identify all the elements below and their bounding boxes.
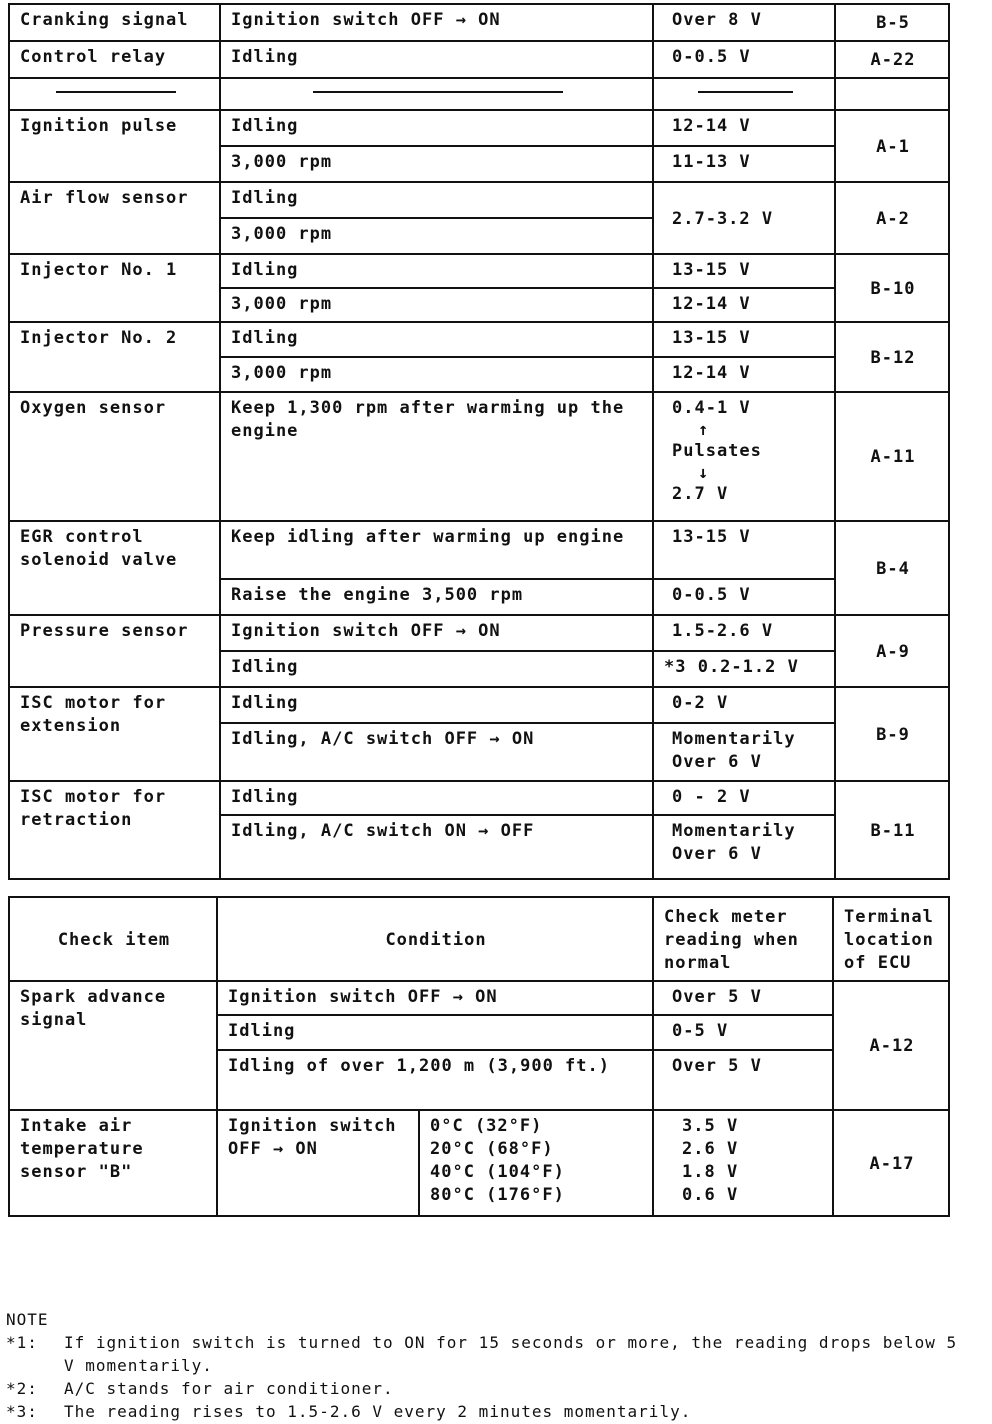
condition-cell: Ignition switch OFF → ON: [220, 615, 653, 651]
terminal-cell: A-9: [835, 615, 949, 687]
reading-value: 0.6 V: [682, 1185, 739, 1205]
check-table-2: [8, 896, 950, 1217]
reading-cell: 13-15 V: [653, 521, 835, 579]
item-cell: Oxygen sensor: [9, 392, 220, 521]
reading-cell: [653, 1110, 833, 1216]
condition-cell: Idling: [220, 110, 653, 146]
reading-cell: 2.7-3.2 V: [653, 182, 835, 254]
reading-value: 2.6 V: [682, 1139, 739, 1159]
condition-cell: Keep 1,300 rpm after warming up the engine: [220, 392, 653, 521]
reading-cell: 12-14 V: [653, 357, 835, 392]
item-cell: ISC motor for retraction: [9, 781, 220, 879]
reading-bottom: 2.7 V: [672, 484, 729, 504]
temperature-value: 0°C (32°F): [430, 1116, 543, 1136]
reading-cell: Over 8 V: [653, 4, 835, 41]
reading-cell: 0-0.5 V: [653, 579, 835, 615]
note-item: [6, 1377, 976, 1400]
condition-cell: Ignition switch OFF → ON: [220, 4, 653, 41]
item-cell: Injector No. 2: [9, 322, 220, 392]
terminal-cell: B-4: [835, 521, 949, 615]
header-condition: Condition: [217, 897, 653, 981]
reading-value: 3.5 V: [682, 1116, 739, 1136]
condition-cell: Idling: [220, 322, 653, 357]
note-text: A/C stands for air conditioner.: [64, 1379, 394, 1398]
item-cell: Cranking signal: [9, 4, 220, 41]
reading-mid: Pulsates: [672, 441, 762, 461]
header-check-item: Check item: [9, 897, 217, 981]
condition-cell: 3,000 rpm: [220, 218, 653, 254]
terminal-cell: B-10: [835, 254, 949, 322]
rule-line: [698, 91, 793, 93]
item-cell: Spark advance signal: [9, 981, 217, 1110]
note-mark: *2:: [6, 1379, 38, 1398]
reading-cell: 13-15 V: [653, 254, 835, 288]
reading-cell: 12-14 V: [653, 288, 835, 322]
blank-condition-cell: [220, 78, 653, 110]
item-cell: ISC motor for extension: [9, 687, 220, 781]
rule-line: [313, 91, 563, 93]
reading-top: 0.4-1 V: [672, 398, 751, 418]
note-item: [6, 1331, 976, 1377]
terminal-cell: B-9: [835, 687, 949, 781]
condition-cell: Idling: [220, 41, 653, 78]
note-item: [6, 1400, 976, 1423]
arrow-down-icon: ↓: [698, 463, 710, 483]
condition-cell: 3,000 rpm: [220, 357, 653, 392]
terminal-cell: A-2: [835, 182, 949, 254]
temperature-value: 80°C (176°F): [430, 1185, 565, 1205]
item-cell: Pressure sensor: [9, 615, 220, 687]
condition-cell: 3,000 rpm: [220, 288, 653, 322]
reading-cell: 13-15 V: [653, 322, 835, 357]
reading-cell: 11-13 V: [653, 146, 835, 182]
notes-section: [6, 1308, 976, 1423]
rule-line: [56, 91, 176, 93]
terminal-cell: B-12: [835, 322, 949, 392]
temperature-value: 40°C (104°F): [430, 1162, 565, 1182]
note-mark: *1:: [6, 1333, 38, 1352]
arrow-up-icon: ↑: [698, 420, 710, 440]
terminal-cell: A-1: [835, 110, 949, 182]
condition-cell: Keep idling after warming up engine: [220, 521, 653, 579]
terminal-cell: A-12: [833, 981, 949, 1110]
reading-cell: *3 0.2-1.2 V: [653, 651, 835, 687]
condition-cell: 3,000 rpm: [220, 146, 653, 182]
condition-cell: Ignition switch OFF → ON: [217, 981, 653, 1015]
reading-cell: 1.5-2.6 V: [653, 615, 835, 651]
terminal-cell: A-11: [835, 392, 949, 521]
reading-cell: Over 5 V: [653, 1050, 833, 1110]
notes-title: NOTE: [6, 1310, 49, 1329]
check-table-1: [8, 3, 950, 880]
condition-cell: Idling of over 1,200 m (3,900 ft.): [217, 1050, 653, 1110]
reading-cell: 12-14 V: [653, 110, 835, 146]
item-cell: Intake air temperature sensor "B": [9, 1110, 217, 1216]
header-reading: Check meter reading when normal: [653, 897, 833, 981]
condition-cell: Raise the engine 3,500 rpm: [220, 579, 653, 615]
reading-cell: [653, 392, 835, 521]
blank-item-cell: [9, 78, 220, 110]
note-text: The reading rises to 1.5-2.6 V every 2 minutes momentarily.: [64, 1402, 692, 1421]
note-mark: *3:: [6, 1402, 38, 1421]
terminal-cell: B-11: [835, 781, 949, 879]
terminal-cell: A-22: [835, 41, 949, 78]
reading-cell: 0-2 V: [653, 687, 835, 723]
item-cell: Injector No. 1: [9, 254, 220, 322]
blank-terminal-cell: [835, 78, 949, 110]
terminal-cell: B-5: [835, 4, 949, 41]
blank-reading-cell: [653, 78, 835, 110]
condition-cell: Idling: [217, 1015, 653, 1050]
condition-cell: Idling: [220, 651, 653, 687]
condition-cell: Idling: [220, 781, 653, 815]
note-text: If ignition switch is turned to ON for 15 seconds or more, the reading drops below 5 V momentarily.: [64, 1333, 958, 1375]
condition-cell: Idling: [220, 254, 653, 288]
item-cell: Control relay: [9, 41, 220, 78]
temperature-value: 20°C (68°F): [430, 1139, 554, 1159]
reading-cell: 0-5 V: [653, 1015, 833, 1050]
item-cell: Air flow sensor: [9, 182, 220, 254]
temperature-cell: [419, 1110, 653, 1216]
condition-cell: Idling, A/C switch OFF → ON: [220, 723, 653, 781]
reading-cell: 0-0.5 V: [653, 41, 835, 78]
reading-value: 1.8 V: [682, 1162, 739, 1182]
condition-cell: Idling: [220, 687, 653, 723]
header-terminal: Terminal location of ECU: [833, 897, 949, 981]
item-cell: Ignition pulse: [9, 110, 220, 182]
reading-cell: Over 5 V: [653, 981, 833, 1015]
item-cell: EGR control solenoid valve: [9, 521, 220, 615]
terminal-cell: A-17: [833, 1110, 949, 1216]
condition-cell: Idling, A/C switch ON → OFF: [220, 815, 653, 879]
reading-cell: Momentarily Over 6 V: [653, 815, 835, 879]
reading-cell: Momentarily Over 6 V: [653, 723, 835, 781]
condition-cell: Idling: [220, 182, 653, 218]
reading-cell: 0 - 2 V: [653, 781, 835, 815]
condition-cell: Ignition switch OFF → ON: [217, 1110, 419, 1216]
